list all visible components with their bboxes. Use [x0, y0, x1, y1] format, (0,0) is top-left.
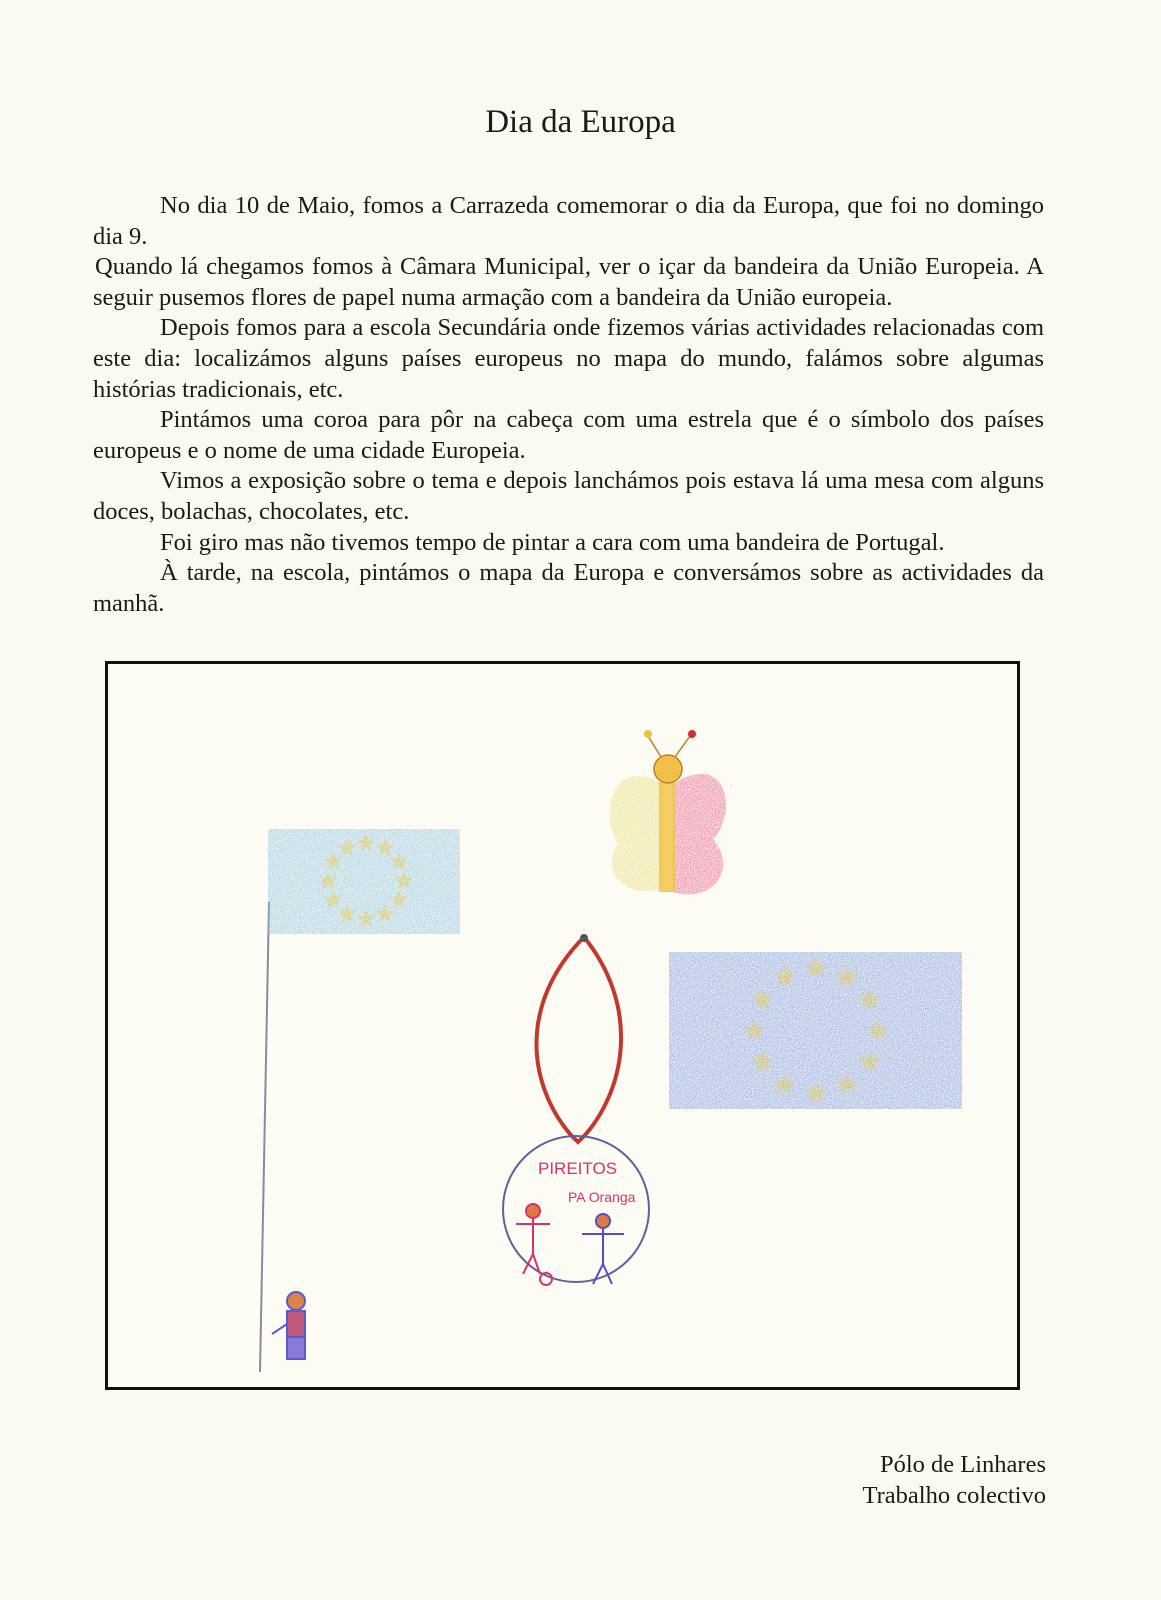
- paragraph: Foi giro mas não tivemos tempo de pintar a cara com uma bandeira de Portugal.: [160, 528, 945, 556]
- credits-line-2: Trabalho colectivo: [862, 1482, 1046, 1509]
- paragraph: Vimos a exposição sobre o tema e depois lanchámos pois estava lá uma mesa com alguns doces, bolachas, chocolates, etc.: [93, 467, 1044, 525]
- medal: [503, 934, 649, 1285]
- drawing-canvas: [108, 664, 1017, 1387]
- page-title: Dia da Europa: [485, 104, 676, 140]
- paragraph: No dia 10 de Maio, fomos a Carrazeda comemorar o dia da Europa, que foi no domingo dia 9.: [93, 192, 1044, 250]
- medal-disc: [503, 1136, 649, 1282]
- bee-figure: [609, 730, 726, 894]
- paragraph: Depois fomos para a escola Secundária onde fizemos várias actividades relacionadas com este dia: localizámos alguns países europeus no mapa do mundo, falámos sobre algumas histórias tradicionais, etc.: [93, 314, 1044, 403]
- eu-flag-large: [669, 952, 962, 1109]
- credits-line-1: Pólo de Linhares: [879, 1451, 1046, 1478]
- paragraph: À tarde, na escola, pintámos o mapa da Europa e conversámos sobre as actividades da manhã.: [93, 559, 1044, 617]
- child-figure: [272, 1292, 305, 1359]
- medal-text-line1: PIREITOS: [538, 1159, 618, 1178]
- player-figure-1: [516, 1204, 552, 1285]
- credits: [863, 1449, 1047, 1511]
- body-text: [93, 191, 1044, 619]
- children-drawing: [105, 661, 1020, 1390]
- flagpole-with-flag: [260, 829, 460, 1372]
- paragraph: Pintámos uma coroa para pôr na cabeça com uma estrela que é o símbolo dos países europeus e o nome de uma cidade Europeia.: [93, 406, 1044, 464]
- paragraph: Quando lá chegamos fomos à Câmara Municipal, ver o içar da bandeira da União Europeia. A seguir pusemos flores de papel numa armação com a bandeira da União europeia.: [93, 253, 1044, 311]
- medal-text-line2: PA Oranga: [568, 1189, 636, 1205]
- flagpole: [260, 902, 269, 1372]
- player-figure-2: [582, 1214, 624, 1284]
